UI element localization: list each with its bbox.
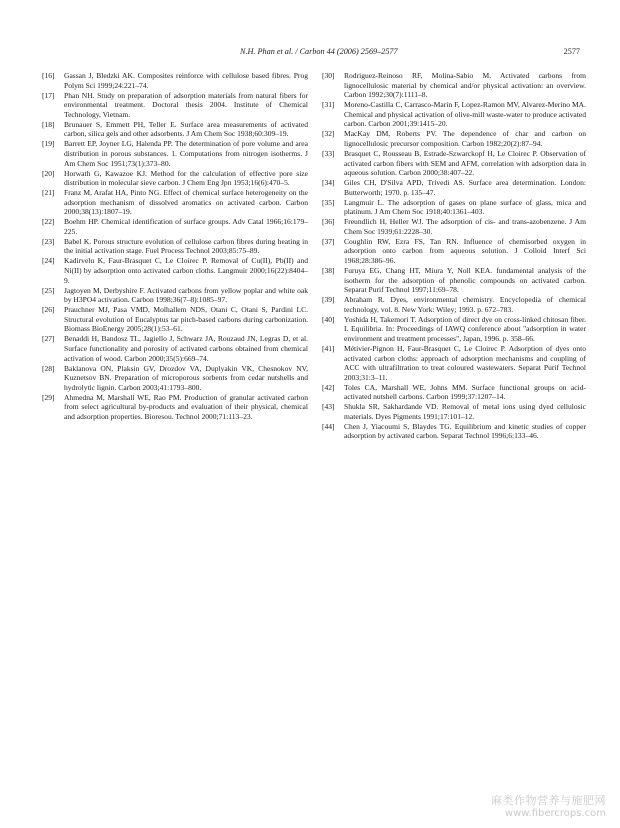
reference-text: Ahmedna M, Marshall WE, Rao PM. Production of granular activated carbon from select agricultural by-products and evaluation of their physical, chemical and adsorption properties. Bioresou. Technol 2000;71:113–23. <box>64 392 308 421</box>
reference-item <box>322 402 586 421</box>
reference-text: Langmuir L. The adsorption of gases on plane surface of glass, mica and platinum. J Am Chem Soc 1918;40:1361–403. <box>344 197 586 217</box>
reference-number: [17] <box>42 90 55 100</box>
reference-number: [34] <box>322 178 335 188</box>
reference-item <box>322 237 586 266</box>
reference-number: [24] <box>42 256 55 266</box>
reference-text: Shukla SR, Sakhardande VD. Removal of metal ions using dyed cellulosic materials. Dyes Pigments 1991;17:101–12. <box>344 402 586 421</box>
reference-item <box>322 217 586 236</box>
reference-item <box>322 315 586 344</box>
reference-text: Phan NH. Study on preparation of adsorption materials from natural fibers for environmental treatment. Doctoral thesis 2004. Institute of Chemical Technology, Vietnam. <box>64 90 308 119</box>
reference-text: Boehm HP. Chemical identification of surface groups. Adv Catal 1966;16:179–225. <box>64 217 308 236</box>
running-head: N.H. Phan et al. / Carbon 44 (2006) 2569–2577 <box>240 47 398 56</box>
reference-text: Toles CA, Marshall WE, Johns MM. Surface functional groups on acid-activated nutshell carbons. Carbon 1999;37:1207–14. <box>344 382 586 402</box>
reference-number: [27] <box>42 334 55 344</box>
reference-text: Furuya EG, Chang HT, Miura Y, Noll KEA. fundamental analysis of the isotherm for the adsorption of phenolic compounds on activated carbon. Separat Purif Technol 1997;11:69–78. <box>344 266 586 295</box>
reference-item <box>42 217 308 236</box>
reference-number: [22] <box>42 217 55 227</box>
reference-text: Baklanova ON, Plaksin GV, Drozdov VA, Duplyakin VK, Chesnokov NV, Kuznetsov BN. Preparation of microporous sorbents from cedar nutshells and hydrolytic lignin. Carbon 2003;41:1793–800. <box>64 363 308 392</box>
reference-text: Métivier-Pignon H, Faur-Brasquet C, Le Cloirec P. Adsorption of dyes onto activated carbon cloths: approach of adsorption mechanisms and coupling of ACC with ultrafiltration to treat coloured wastewaters. Separat Purif Technol 2003;31:3–11. <box>344 343 586 382</box>
reference-text: Abraham R. Dyes, environmental chemistry. Encyclopedia of chemical technology, vol. 8. New York: Wiley; 1993. p. 672–783. <box>344 295 586 314</box>
reference-item <box>42 169 308 188</box>
reference-item <box>322 198 586 217</box>
reference-number: [23] <box>42 236 55 246</box>
reference-text: Freundlich H, Heller WJ. The adsorption of cis- and trans-azobenzene. J Am Chem Soc 1939;61:2228–30. <box>344 217 586 236</box>
reference-text: Moreno-Castilla C, Carrasco-Marin F, Lopez-Ramon MV, Alvarez-Merino MA. Chemical and physical activation of olive-mill waste-water to produce activated carbon. Carbon 2001;39:1415–20. <box>344 100 586 129</box>
page-number: 2577 <box>563 47 580 56</box>
reference-item <box>322 383 586 402</box>
page-header <box>0 47 620 59</box>
reference-number: [35] <box>322 197 335 207</box>
reference-item <box>42 91 308 120</box>
reference-item <box>322 266 586 295</box>
reference-item <box>42 334 308 363</box>
reference-text: Horwath G, Kawazoe KJ. Method for the calculation of effective pore size distribution in molecular sieve carbon. J Chem Eng Jpn 1953;16(6):470–5. <box>64 168 308 188</box>
reference-text: Gassan J, Bledzki AK. Composites reinforce with cellulose based fibres. Prog Polym Sci 1999;24:221–74. <box>64 71 308 90</box>
reference-number: [43] <box>322 402 335 412</box>
reference-text: Rodriguez-Reinoso RF, Molina-Sabio M. Activated carbons from lignocellulosic material by chemical and/or physical activation: an overview. Carbon 1992;30(7):1111–8. <box>344 71 586 100</box>
reference-text: Brunauer S, Emmett PH, Teller E. Surface area measurements of activated carbon, silica gels and other adsorbents. J Am Chem Soc 1938;60:309–19. <box>64 119 308 139</box>
reference-text: Coughlin RW, Ezra FS, Tan RN. Influence of chemisorbed oxygen in adsorption onto carbon from aqueous solution. J Colloid Interf Sci 1968;28:386–96. <box>344 236 586 266</box>
reference-text: Chen J, Yiacoumi S, Blaydes TG. Equilibrium and kinetic studies of copper adsorption by activated carbon. Separat Technol 1996;6:133–46. <box>344 421 586 441</box>
reference-number: [39] <box>322 295 335 305</box>
reference-text: Benaddi H, Bandosz TL, Jagiello J, Schwarz JA, Rouzaud JN, Legras D, et al. Surface functionality and porosity of activated carbons obtained from chemical activation of wood. Carbon 2000;35(5):669–74. <box>64 334 308 363</box>
reference-number: [26] <box>42 305 55 315</box>
reference-number: [36] <box>322 217 335 227</box>
reference-item <box>42 286 308 305</box>
reference-text: Yoshida H, Takemori T. Adsorption of direct dye on cross-linked chitosan fiber. I. Equilibria. In: Proceedings of IAWQ conference about "adsorption in water environment and treatment processes", Japan, 1996. p. 358–66. <box>344 314 586 343</box>
reference-number: [41] <box>322 343 335 353</box>
reference-text: MacKay DM, Roberts PV. The dependence of char and carbon on lignocellulosic precursor composition. Carbon 1982;20(2):87–94. <box>344 129 586 148</box>
reference-number: [32] <box>322 129 335 139</box>
reference-number: [28] <box>42 363 55 373</box>
reference-text: Franz M, Arafat HA, Pinto NG. Effect of chemical surface heterogeneity on the adsorption mechanism of dissolved aromatics on activated carbon. Carbon 2000;38(13):1807–19. <box>64 188 308 217</box>
reference-item <box>42 237 308 256</box>
reference-item <box>42 364 308 393</box>
reference-number: [37] <box>322 236 335 246</box>
reference-item <box>42 139 308 168</box>
reference-item <box>322 178 586 197</box>
reference-number: [33] <box>322 148 335 158</box>
reference-number: [20] <box>42 168 55 178</box>
reference-text: Brasquet C, Rousseau B, Estrade-Szwarckopf H, Le Cloirec P. Observation of activated carbon fibers with SEM and AFM, correlation with adsorption data in aqueous solution. Carbon 2000;38:407–22. <box>344 148 586 178</box>
reference-number: [40] <box>322 314 335 324</box>
reference-text: Jagtoyen M, Derbyshire F. Activated carbons from yellow poplar and white oak by H3PO4 activation. Carbon 1998;36(7–8):1085–97. <box>64 285 308 305</box>
watermark-chinese-text: 麻类作物营养与施肥网 <box>491 794 606 807</box>
reference-number: [38] <box>322 266 335 275</box>
reference-item <box>42 393 308 422</box>
reference-text: Kadirvelu K, Faur-Brasquet C, Le Cloirec P. Removal of Cu(II), Pb(II) and Ni(II) by adsorption onto activated carbon cloths. Langmuir 2000;16(22):8404–9. <box>64 256 308 285</box>
reference-text: Giles CH, D'Silva APD, Trivedi AS. Surface area determination. London: Butterworth; 1970. p. 135–47. <box>344 178 586 197</box>
reference-item <box>322 422 586 441</box>
reference-item <box>42 188 308 217</box>
reference-text: Babel K. Porous structure evolution of cellulose carbon fibres during heating in the initial activation stage. Fuel Process Technol 2003;85:75–89. <box>64 236 308 256</box>
reference-item <box>322 129 586 148</box>
reference-text: Barrett EP, Joyner LG, Halenda PP. The determination of pore volume and area distribution in porous substances. 1. Computations from nitrogen isotherms. J Am Chem Soc 1951;73(1):373–80. <box>64 139 308 168</box>
references-right-column <box>322 71 586 441</box>
reference-number: [18] <box>42 119 55 129</box>
reference-item <box>42 120 308 139</box>
reference-item <box>322 295 586 314</box>
reference-number: [19] <box>42 139 55 149</box>
reference-item <box>42 305 308 334</box>
reference-item <box>42 71 308 90</box>
reference-item <box>322 149 586 178</box>
reference-item <box>322 344 586 382</box>
watermark-url: www.fibercrops.com <box>504 808 606 819</box>
reference-number: [30] <box>322 71 335 80</box>
watermark <box>491 794 606 820</box>
reference-number: [29] <box>42 392 55 402</box>
reference-item <box>42 256 308 285</box>
reference-number: [16] <box>42 71 55 80</box>
references-left-column <box>42 71 308 422</box>
reference-number: [21] <box>42 188 55 198</box>
reference-item <box>322 100 586 129</box>
reference-number: [44] <box>322 421 335 431</box>
reference-item <box>322 71 586 100</box>
reference-number: [25] <box>42 285 55 295</box>
reference-number: [31] <box>322 100 335 110</box>
reference-number: [42] <box>322 382 335 392</box>
reference-text: Prauchner MJ, Pasa VMD, Molhallem NDS, Otani C, Otani S, Pardini LC. Structural evolution of Eucalyptus tar pitch-based carbons during carbonization. Biomass BioEnergy 2005;28(1):53–61. <box>64 305 308 334</box>
